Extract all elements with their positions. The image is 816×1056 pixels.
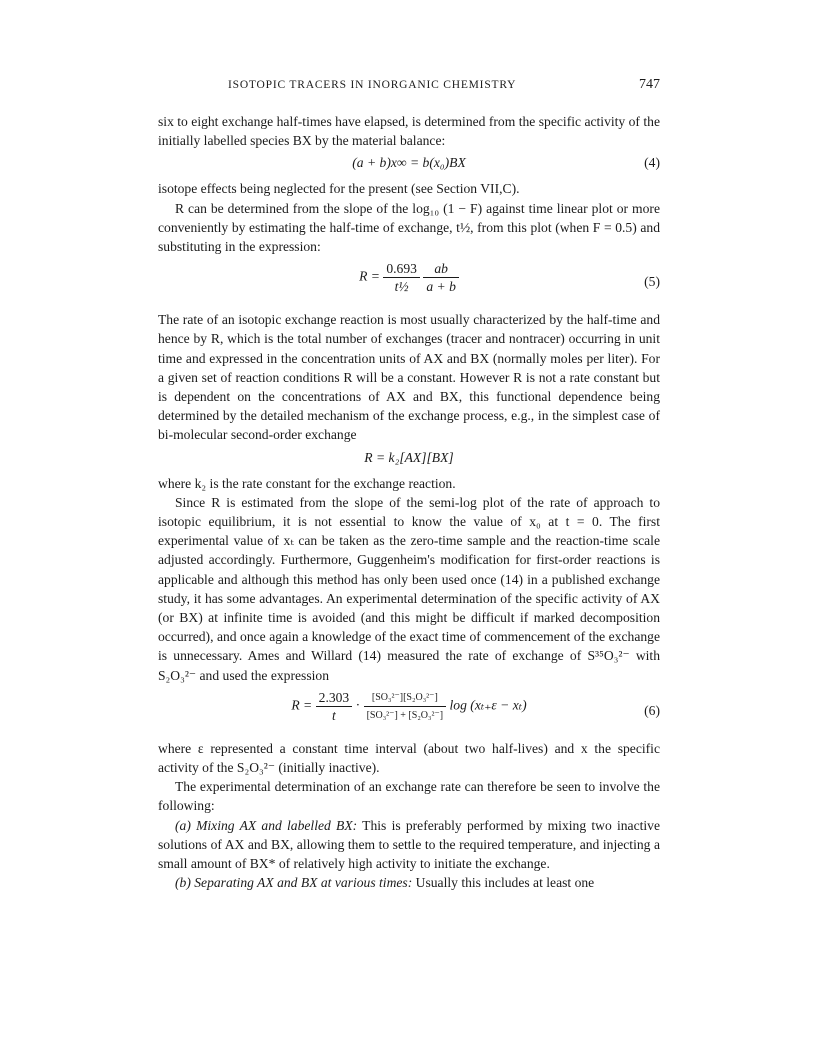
equation-lhs: R = [359,268,380,284]
denominator: a + b [426,279,456,295]
equation-expression [158,260,660,295]
equation-number: (5) [644,274,660,290]
fraction [383,260,420,295]
fraction [364,689,447,724]
page-number: 747 [639,77,660,92]
numerator: 0.693 [383,260,420,278]
equation-tail: log (xₜ₊ε − xₜ) [449,697,527,713]
item-label: (b) Separating AX and BX at various times: [175,875,413,891]
equation-number: (6) [644,702,660,718]
equation-6 [158,689,660,733]
equation-rate [158,448,660,469]
denominator: t [332,707,336,723]
equation-lhs: R = [291,697,313,713]
item-text: Usually this includes at least one [412,875,595,891]
paragraph: R can be determined from the slope of the log₁₀ (1 − F) against time linear plot or more conveniently by estimating the half-time of exchange, t½, from this plot (when F = 0.5) and substituting in the expression: [158,200,660,255]
equation-expression [158,689,660,724]
denominator: t½ [394,279,409,295]
paragraph [158,873,660,892]
fraction [423,260,459,295]
paragraph: The rate of an isotopic exchange reaction is most usually characterized by the half-time and hence by R, which is the total number of exchanges (tracer and nontracer) occurring in unit time and expressed in the concentration units of AX and BX (normally moles per liter). For a given set of reaction conditions R will be a constant. However R is not a rate constant but is dependent on the concentrations of AX and BX, this functional dependence being determined by the detailed mechanism of the exchange process, e.g., in the simplest case of bi-molecular second-order exchange [158,312,660,443]
paragraph: The experimental determination of an exchange rate can therefore be seen to involve the following: [158,779,660,814]
paragraph: Since R is estimated from the slope of the semi-log plot of the rate of approach to isotopic equilibrium, it is not essential to know the value of x₀ at t = 0. The first experimental value of xₜ can be taken as the zero-time sample and the reaction-time scale adjusted accordingly. Furthermore, Guggenheim's modification for first-order reactions is applicable and although this method has only been used once (14) in a published exchange study, it has some advantages. An experimental determination of the specific activity of AX (or BX) at infinite time is avoided (and this might be difficult if marked decomposition occurred), and once again a knowledge of the exact time of commencement of the exchange is unnecessary. Ames and Willard (14) measured the rate of exchange of S³⁵O₃²⁻ with S₂O₃²⁻ and used the expression [158,494,660,683]
body-text [158,112,660,893]
denominator: [SO₃²⁻] + [S₂O₃²⁻] [366,709,444,721]
numerator: ab [423,260,459,278]
page-header [158,77,660,97]
equation-number: (4) [644,155,660,171]
equation-5 [158,260,660,304]
item-text: This is preferably performed by mixing two inactive solutions of AX and BX, allowing them to settle to the required temperature, and injecting a small amount of BX* of relatively high activity to initiate the exchange. [158,817,660,872]
paragraph: isotope effects being neglected for the present (see Section VII,C). [158,181,520,197]
numerator: [SO₃²⁻][S₂O₃²⁻] [364,689,447,707]
paragraph [158,816,660,874]
paragraph: six to eight exchange half-times have elapsed, is determined from the specific activity of the initially labelled species BX by the material balance: [158,114,660,149]
multiply-dot: · [355,697,361,713]
equation-expression: R = k₂[AX][BX] [364,449,454,465]
paragraph: where k₂ is the rate constant for the exchange reaction. [158,475,456,491]
running-head: ISOTOPIC TRACERS IN INORGANIC CHEMISTRY [228,79,517,91]
equation-4 [158,153,660,174]
paragraph: where ε represented a constant time interval (about two half-lives) and x the specific activity of the S₂O₃²⁻ (initially inactive). [158,740,660,776]
numerator: 2.303 [316,689,353,707]
equation-expression: (a + b)x∞ = b(x₀)BX [352,155,466,171]
item-label: (a) Mixing AX and labelled BX: [175,817,358,833]
fraction [316,689,353,724]
